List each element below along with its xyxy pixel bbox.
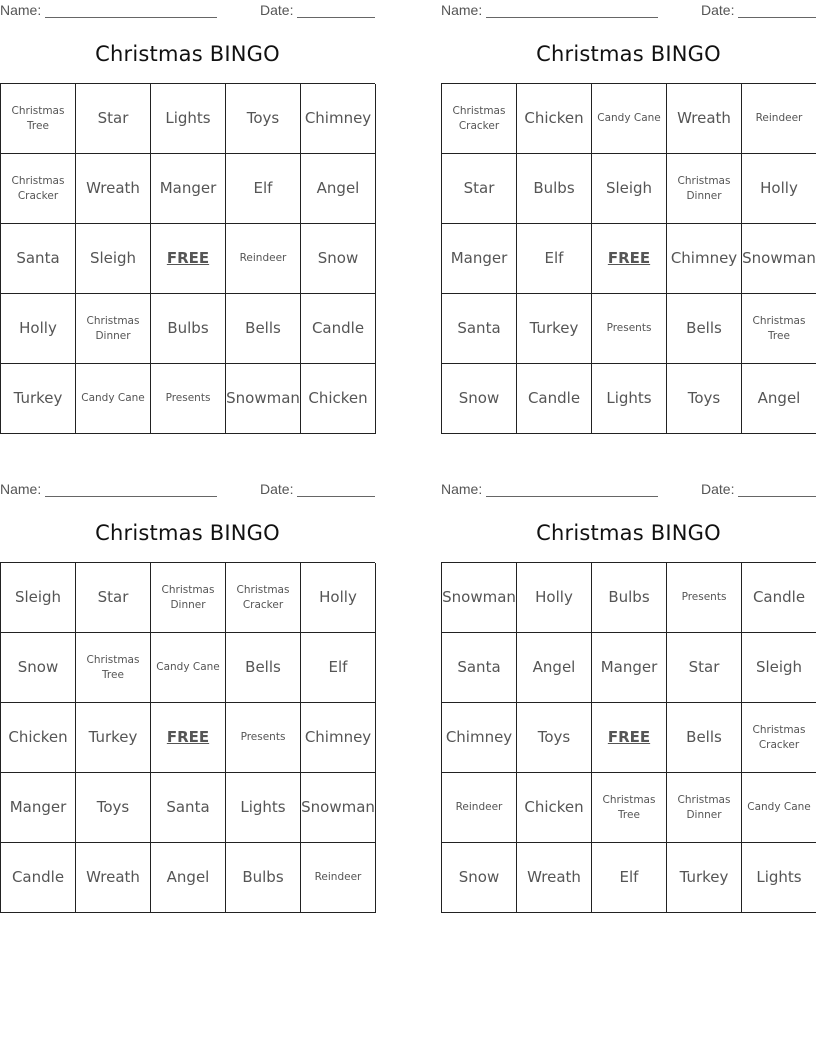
bingo-cell: Angel	[301, 154, 376, 224]
name-blank-line	[486, 17, 658, 18]
bingo-cell: Reindeer	[226, 224, 301, 294]
bingo-cell: Snow	[442, 843, 517, 913]
bingo-cell: Sleigh	[1, 563, 76, 633]
bingo-cell: Candy Cane	[742, 773, 816, 843]
name-blank-line	[486, 496, 658, 497]
bingo-cell: Candle	[1, 843, 76, 913]
name-date-row	[0, 481, 375, 499]
card-title: Christmas BINGO	[536, 521, 721, 545]
name-label: Name:	[441, 481, 483, 497]
bingo-cell: Bulbs	[151, 294, 226, 364]
bingo-cell: Manger	[442, 224, 517, 294]
bingo-cell: Manger	[151, 154, 226, 224]
bingo-card-3	[0, 479, 375, 919]
bingo-cell: Candy Cane	[76, 364, 151, 434]
free-space: FREE	[151, 703, 226, 773]
date-blank-line	[738, 496, 816, 497]
bingo-cell: Santa	[1, 224, 76, 294]
bingo-cell: Turkey	[76, 703, 151, 773]
bingo-cell: Snow	[1, 633, 76, 703]
bingo-cell: Star	[442, 154, 517, 224]
bingo-cell: Chimney	[301, 84, 376, 154]
bingo-cell: Bells	[226, 294, 301, 364]
date-blank-line	[297, 17, 375, 18]
bingo-cell: Christmas Tree	[76, 633, 151, 703]
bingo-cell: Turkey	[667, 843, 742, 913]
bingo-cell: Snowman	[226, 364, 301, 434]
bingo-cell: Lights	[742, 843, 816, 913]
bingo-cell: Christmas Cracker	[226, 563, 301, 633]
bingo-cell: Christmas Tree	[1, 84, 76, 154]
bingo-cell: Christmas Tree	[742, 294, 816, 364]
bingo-cell: Chimney	[667, 224, 742, 294]
bingo-cell: Elf	[301, 633, 376, 703]
bingo-cell: Bulbs	[517, 154, 592, 224]
bingo-cell: Sleigh	[76, 224, 151, 294]
bingo-cell: Holly	[1, 294, 76, 364]
bingo-cell: Toys	[667, 364, 742, 434]
bingo-cell: Christmas Dinner	[667, 773, 742, 843]
bingo-cell: Snowman	[742, 224, 816, 294]
bingo-card-1	[0, 0, 375, 440]
bingo-cell: Angel	[742, 364, 816, 434]
bingo-cell: Holly	[517, 563, 592, 633]
bingo-cell: Candle	[301, 294, 376, 364]
date-label: Date:	[260, 481, 294, 497]
bingo-cell: Candle	[742, 563, 816, 633]
bingo-cell: Chimney	[301, 703, 376, 773]
bingo-grid	[441, 83, 816, 434]
bingo-cell: Elf	[517, 224, 592, 294]
bingo-cell: Holly	[301, 563, 376, 633]
bingo-cell: Christmas Tree	[592, 773, 667, 843]
bingo-cell: Snow	[442, 364, 517, 434]
bingo-cell: Presents	[151, 364, 226, 434]
bingo-cell: Toys	[76, 773, 151, 843]
bingo-cell: Star	[76, 563, 151, 633]
bingo-cell: Christmas Dinner	[151, 563, 226, 633]
name-date-row	[441, 481, 816, 499]
bingo-cell: Lights	[226, 773, 301, 843]
name-blank-line	[45, 17, 217, 18]
date-label: Date:	[260, 2, 294, 18]
date-blank-line	[738, 17, 816, 18]
bingo-cell: Bulbs	[226, 843, 301, 913]
bingo-cell: Reindeer	[742, 84, 816, 154]
bingo-cell: Santa	[442, 294, 517, 364]
free-space: FREE	[592, 703, 667, 773]
bingo-cell: Bulbs	[592, 563, 667, 633]
bingo-cell: Sleigh	[742, 633, 816, 703]
bingo-cell: Christmas Cracker	[442, 84, 517, 154]
name-blank-line	[45, 496, 217, 497]
bingo-cell: Elf	[592, 843, 667, 913]
bingo-cell: Presents	[226, 703, 301, 773]
bingo-cell: Angel	[517, 633, 592, 703]
bingo-cell: Wreath	[517, 843, 592, 913]
name-label: Name:	[0, 481, 42, 497]
bingo-cell: Christmas Cracker	[1, 154, 76, 224]
bingo-cell: Chimney	[442, 703, 517, 773]
bingo-cell: Santa	[151, 773, 226, 843]
name-date-row	[441, 2, 816, 20]
bingo-cell: Sleigh	[592, 154, 667, 224]
bingo-cell: Santa	[442, 633, 517, 703]
card-title: Christmas BINGO	[95, 521, 280, 545]
bingo-cell: Lights	[592, 364, 667, 434]
bingo-cell: Wreath	[667, 84, 742, 154]
bingo-cell: Elf	[226, 154, 301, 224]
bingo-card-2	[441, 0, 816, 440]
free-space: FREE	[592, 224, 667, 294]
bingo-cell: Christmas Cracker	[742, 703, 816, 773]
bingo-cell: Angel	[151, 843, 226, 913]
bingo-cell: Star	[76, 84, 151, 154]
bingo-cell: Candy Cane	[592, 84, 667, 154]
bingo-grid	[441, 562, 816, 913]
bingo-cell: Candle	[517, 364, 592, 434]
bingo-cell: Chicken	[301, 364, 376, 434]
bingo-cell: Reindeer	[301, 843, 376, 913]
bingo-cell: Reindeer	[442, 773, 517, 843]
bingo-cell: Toys	[226, 84, 301, 154]
bingo-cell: Presents	[592, 294, 667, 364]
bingo-cell: Wreath	[76, 154, 151, 224]
bingo-cell: Lights	[151, 84, 226, 154]
bingo-grid	[0, 562, 375, 913]
bingo-cell: Bells	[667, 294, 742, 364]
bingo-cell: Snowman	[442, 563, 517, 633]
bingo-cell: Chicken	[1, 703, 76, 773]
card-title: Christmas BINGO	[536, 42, 721, 66]
name-label: Name:	[0, 2, 42, 18]
bingo-cell: Bells	[226, 633, 301, 703]
bingo-cell: Star	[667, 633, 742, 703]
bingo-cell: Manger	[592, 633, 667, 703]
bingo-cell: Chicken	[517, 773, 592, 843]
bingo-cell: Chicken	[517, 84, 592, 154]
bingo-cell: Turkey	[1, 364, 76, 434]
bingo-cell: Turkey	[517, 294, 592, 364]
bingo-grid	[0, 83, 375, 434]
date-label: Date:	[701, 2, 735, 18]
bingo-cell: Candy Cane	[151, 633, 226, 703]
free-space: FREE	[151, 224, 226, 294]
date-blank-line	[297, 496, 375, 497]
bingo-card-4	[441, 479, 816, 919]
date-label: Date:	[701, 481, 735, 497]
bingo-cell: Snowman	[301, 773, 376, 843]
name-label: Name:	[441, 2, 483, 18]
bingo-cell: Christmas Dinner	[667, 154, 742, 224]
bingo-cell: Presents	[667, 563, 742, 633]
bingo-cell: Wreath	[76, 843, 151, 913]
bingo-cell: Manger	[1, 773, 76, 843]
bingo-cell: Snow	[301, 224, 376, 294]
bingo-cell: Bells	[667, 703, 742, 773]
card-title: Christmas BINGO	[95, 42, 280, 66]
bingo-cell: Christmas Dinner	[76, 294, 151, 364]
bingo-cell: Holly	[742, 154, 816, 224]
bingo-cell: Toys	[517, 703, 592, 773]
name-date-row	[0, 2, 375, 20]
